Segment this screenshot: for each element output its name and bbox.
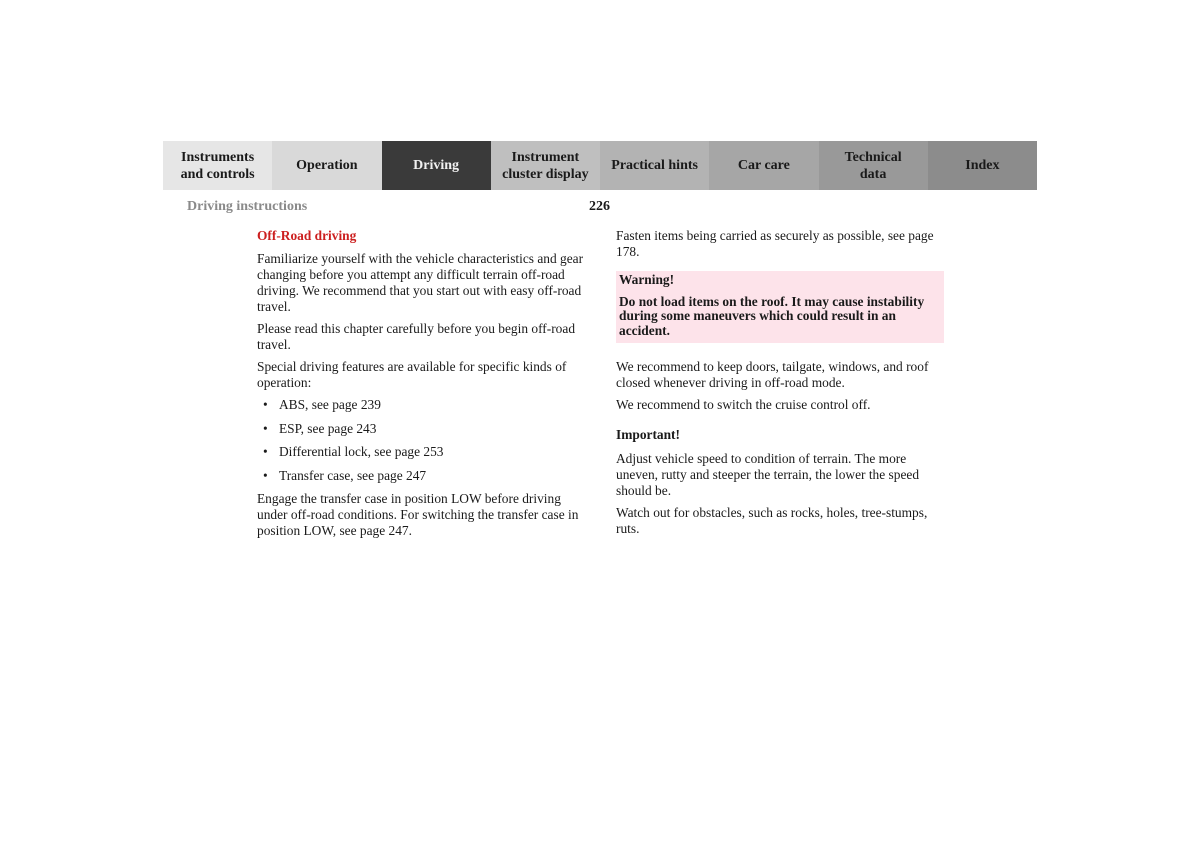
fasten-items-paragraph: Fasten items being carried as securely as possible, see page 178. — [616, 228, 934, 259]
tab-label: Operation — [296, 158, 358, 173]
tab-instruments-and-controls[interactable] — [163, 141, 272, 190]
warning-title: Warning! — [619, 272, 675, 287]
tab-label: Instrument cluster display — [502, 149, 589, 182]
obstacles-paragraph: Watch out for obstacles, such as rocks, holes, tree-stumps, ruts. — [616, 505, 928, 536]
important-heading: Important! — [616, 427, 680, 442]
right-column — [616, 228, 944, 543]
tab-label: Technical data — [844, 149, 902, 182]
warning-box — [616, 271, 944, 343]
list-item: • Differential lock, see page 253 — [257, 444, 589, 460]
warning-text: Do not load items on the roof. It may cause instability during some maneuvers which could result in an accident. — [619, 293, 925, 338]
read-chapter-paragraph: Please read this chapter carefully before you begin off-road travel. — [257, 321, 576, 352]
tab-label: Practical hints — [611, 158, 698, 173]
left-column — [257, 228, 589, 545]
features-list — [257, 397, 589, 484]
list-item: • ABS, see page 239 — [257, 397, 589, 413]
off-road-heading: Off-Road driving — [257, 228, 357, 243]
list-item: • ESP, see page 243 — [257, 421, 589, 437]
list-item: • Transfer case, see page 247 — [257, 468, 589, 484]
doors-closed-paragraph: We recommend to keep doors, tailgate, windows, and roof closed whenever driving in off-road mode. — [616, 359, 929, 390]
tab-index[interactable] — [928, 141, 1037, 190]
tab-label: Driving — [413, 158, 460, 173]
chapter-nav — [163, 141, 1037, 190]
tab-driving[interactable] — [382, 141, 491, 190]
section-title: Driving instructions — [187, 199, 308, 214]
cruise-control-paragraph: We recommend to switch the cruise control off. — [616, 397, 871, 412]
features-paragraph: Special driving features are available for specific kinds of operation: — [257, 359, 567, 390]
tab-operation[interactable] — [272, 141, 381, 190]
tab-label: Car care — [737, 158, 790, 173]
speed-paragraph: Adjust vehicle speed to condition of terrain. The more uneven, rutty and steeper the terrain, the lower the speed should be. — [616, 451, 920, 498]
page-number: 226 — [589, 199, 610, 214]
tab-technical-data[interactable] — [819, 141, 928, 190]
tab-label: Index — [965, 158, 1000, 173]
tab-instrument-cluster-display[interactable] — [491, 141, 600, 190]
intro-paragraph: Familiarize yourself with the vehicle characteristics and gear changing before you attempt any difficult terrain off-road driving. We recommend that you start out with easy off-road travel. — [257, 251, 584, 314]
transfer-case-paragraph: Engage the transfer case in position LOW before driving under off-road conditions. For switching the transfer case in position LOW, see page 247. — [257, 491, 579, 538]
tab-practical-hints[interactable] — [600, 141, 709, 190]
tab-label: Instruments and controls — [180, 149, 255, 182]
tab-car-care[interactable] — [709, 141, 818, 190]
